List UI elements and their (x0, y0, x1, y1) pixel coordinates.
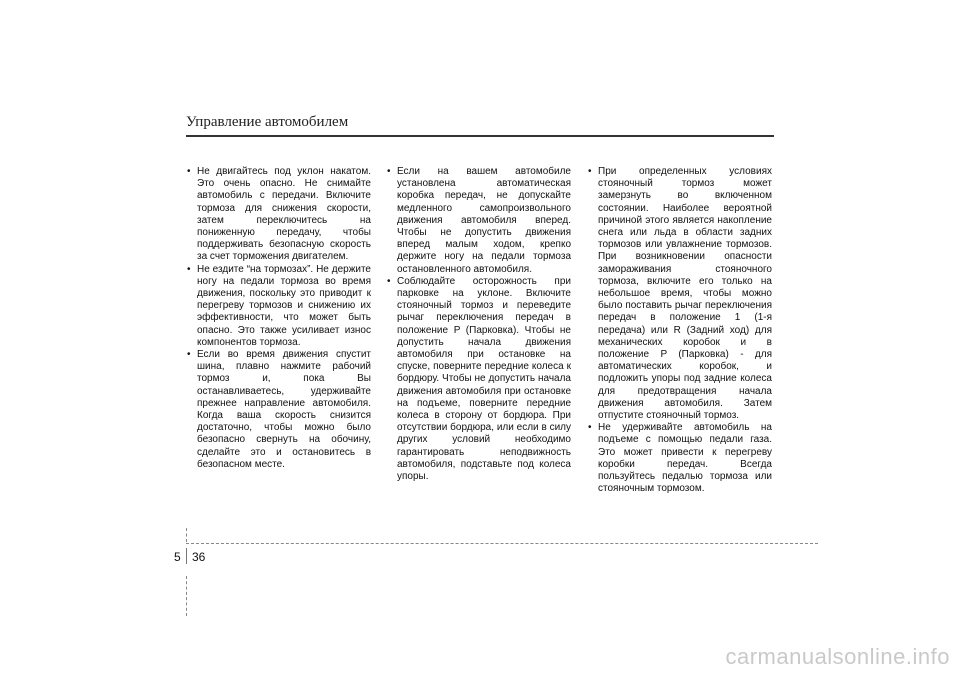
header-rule (186, 135, 774, 137)
footer-vertical-guide (186, 528, 187, 542)
page-number: 36 (192, 550, 206, 564)
section-title: Управление автомобилем (186, 114, 349, 130)
bullet-item: • Если на вашем автомобиле установлена автоматическая коробка передач, не допускайте медленного самопроизвольного движения автомобиля вперед. Чтобы не допустить движения вперед малым ходом, крепко держите ногу на педали тормоза остановленного автомобиля. (386, 166, 571, 276)
footer-vertical-guide (186, 576, 187, 616)
text-column-3 (587, 166, 772, 495)
text-column-2 (386, 166, 571, 483)
text-column-1 (186, 166, 371, 471)
watermark: carmanualsonline.info (725, 644, 950, 669)
bullet-item: • При определенных условиях стояночный тормоз может замерзнуть во включенном состоянии. Наиболее вероятной причиной этого является накопление снега или льда в области задних тормозов или увлажнение тормозов. При возникновении опасности замораживания стояночного тормоза, включите его только на небольшое время, чтобы можно было поставить рычаг переключения передач в положение 1 (1-я передача) или R (Задний ход) для механических коробок и в положение P (Парковка) - для автоматических коробок, и подложить упоры под задние колеса для предотвращения начала движения автомобиля. Затем отпустите стояночный тормоз. (587, 166, 772, 422)
bullet-item: • Если во время движения спустит шина, плавно нажмите рабочий тормоз и, пока Вы останавливаетесь, удерживайте прежнее направление автомобиля. Когда ваша скорость снизится достаточно, чтобы можно было безопасно свернуть на обочину, сделайте это и остановитесь в безопасном месте. (186, 349, 371, 471)
chapter-number: 5 (174, 550, 181, 564)
footer-rule (186, 543, 818, 544)
page-number-separator (186, 548, 187, 564)
bullet-item: • Соблюдайте осторожность при парковке на уклоне. Включите стояночный тормоз и переведите рычаг переключения передач в положение P (Парковка). Чтобы не допустить начала движения автомобиля при остановке на спуске, поверните передние колеса к бордюру. Чтобы не допустить начала движения автомобиля при остановке на подъеме, поверните передние колеса в сторону от бордюра. При отсутствии бордюра, или если в силу других условий необходимо гарантировать неподвижность автомобиля, подставьте под колеса упоры. (386, 276, 571, 483)
bullet-item: • Не удерживайте автомобиль на подъеме с помощью педали газа. Это может привести к перегреву коробки передач. Всегда пользуйтесь педалью тормоза или стояночным тормозом. (587, 422, 772, 495)
bullet-item: • Не двигайтесь под уклон накатом. Это очень опасно. Не снимайте автомобиль с передачи. Включите тормоза для снижения скорости, затем переключитесь на пониженную передачу, чтобы поддерживать безопасную скорость за счет торможения двигателем. (186, 166, 371, 264)
bullet-item: • Не ездите “на тормозах”. Не держите ногу на педали тормоза во время движения, поскольку это приводит к перегреву тормозов и снижению их эффективности, что может быть опасно. Это также усиливает износ компонентов тормоза. (186, 264, 371, 349)
